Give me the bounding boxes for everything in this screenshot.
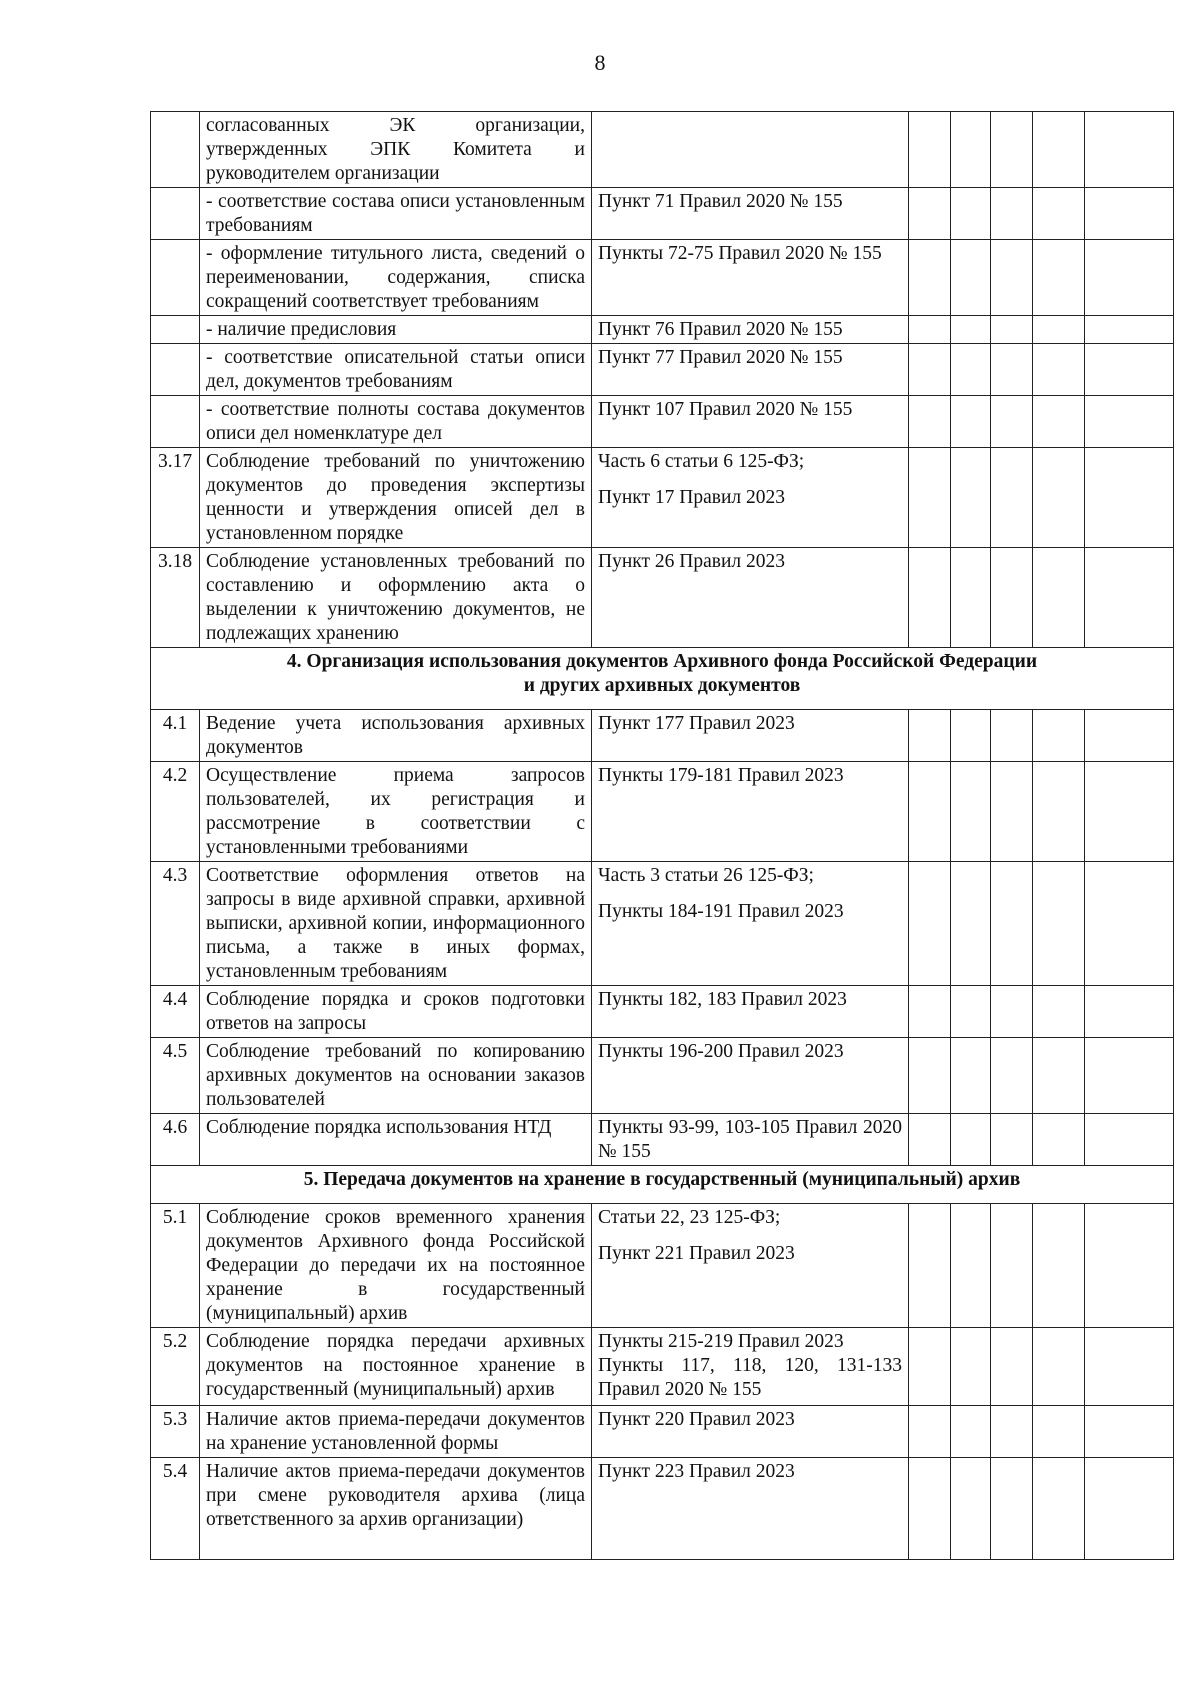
answer-cell [951, 762, 991, 862]
answer-cell [909, 240, 951, 316]
answer-cell [909, 710, 951, 762]
answer-cell [1085, 762, 1174, 862]
item-requirement: Соблюдение порядка передачи архивных документов на постоянное хранение в государственный (муниципальный) архив [200, 1328, 592, 1406]
item-legal-reference [592, 1328, 909, 1406]
item-requirement: Соблюдение требований по уничтожению документов до проведения экспертизы ценности и утверждения описей дел в установленном порядке [200, 448, 592, 548]
answer-cell [909, 548, 951, 648]
answer-cell [909, 448, 951, 548]
answer-cell [909, 1038, 951, 1114]
item-legal-reference [592, 344, 909, 396]
table-row [151, 548, 1174, 648]
reference-line: Пункт 77 Правил 2020 № 155 [598, 347, 843, 368]
table-row [151, 396, 1174, 448]
item-legal-reference [592, 762, 909, 862]
table-row [151, 986, 1174, 1038]
answer-cell [1033, 986, 1085, 1038]
answer-cell [1033, 1458, 1085, 1560]
item-legal-reference [592, 240, 909, 316]
item-requirement: Соблюдение сроков временного хранения документов Архивного фонда Российской Федерации до передачи их на постоянное хранение в государственный (муниципальный) архив [200, 1204, 592, 1328]
item-number: 5.3 [151, 1406, 200, 1458]
answer-cell [951, 1328, 991, 1406]
reference-line: Пункт 107 Правил 2020 № 155 [598, 399, 853, 420]
answer-cell [951, 986, 991, 1038]
item-requirement: - соответствие состава описи установленным требованиям [200, 188, 592, 240]
answer-cell [951, 1204, 991, 1328]
item-number [151, 396, 200, 448]
answer-cell [991, 448, 1033, 548]
item-legal-reference [592, 1406, 909, 1458]
table-row [151, 448, 1174, 548]
answer-cell [951, 448, 991, 548]
answer-cell [951, 396, 991, 448]
answer-cell [909, 1114, 951, 1166]
item-requirement: Ведение учета использования архивных документов [200, 710, 592, 762]
reference-line: Пункт 76 Правил 2020 № 155 [598, 319, 843, 340]
answer-cell [951, 1114, 991, 1166]
reference-line: Пункты 93-99, 103-105 Правил 2020 № 155 [598, 1117, 902, 1162]
answer-cell [1085, 448, 1174, 548]
answer-cell [991, 862, 1033, 986]
table-row [151, 316, 1174, 344]
answer-cell [909, 396, 951, 448]
answer-cell [909, 344, 951, 396]
reference-line: Пункты 117, 118, 120, 131-133 Правил 2020 № 155 [598, 1355, 902, 1400]
item-number: 4.4 [151, 986, 200, 1038]
answer-cell [991, 710, 1033, 762]
answer-cell [951, 112, 991, 188]
reference-line: Пункт 17 Правил 2023 [598, 487, 785, 508]
answer-cell [909, 188, 951, 240]
answer-cell [1085, 316, 1174, 344]
reference-line: Пункты 196-200 Правил 2023 [598, 1041, 844, 1062]
answer-cell [1085, 548, 1174, 648]
item-requirement: - соответствие полноты состава документов описи дел номенклатуре дел [200, 396, 592, 448]
item-legal-reference [592, 1204, 909, 1328]
table-row [151, 112, 1174, 188]
item-requirement: Соблюдение требований по копированию архивных документов на основании заказов пользователей [200, 1038, 592, 1114]
reference-line: Пункты 184-191 Правил 2023 [598, 901, 844, 922]
table-row [151, 1406, 1174, 1458]
reference-line: Пункт 177 Правил 2023 [598, 713, 795, 734]
reference-line: Часть 6 статьи 6 125-ФЗ; [598, 451, 805, 472]
answer-cell [991, 762, 1033, 862]
answer-cell [909, 986, 951, 1038]
table-row [151, 1458, 1174, 1560]
reference-line: Пункты 215-219 Правил 2023 [598, 1331, 844, 1352]
item-requirement: Соблюдение порядка использования НТД [200, 1114, 592, 1166]
answer-cell [1085, 240, 1174, 316]
checklist-table [150, 111, 1174, 1560]
answer-cell [909, 112, 951, 188]
item-legal-reference [592, 1038, 909, 1114]
page-number: 8 [594, 50, 606, 75]
reference-line: Пункты 179-181 Правил 2023 [598, 765, 844, 786]
item-number: 5.2 [151, 1328, 200, 1406]
answer-cell [1033, 240, 1085, 316]
item-legal-reference [592, 1114, 909, 1166]
reference-line: Пункт 223 Правил 2023 [598, 1461, 795, 1482]
reference-line: Часть 3 статьи 26 125-ФЗ; [598, 865, 814, 886]
item-legal-reference [592, 316, 909, 344]
section-heading-line: 5. Передача документов на хранение в государственный (муниципальный) архив [303, 1169, 1021, 1190]
item-number: 4.1 [151, 710, 200, 762]
item-number: 3.18 [151, 548, 200, 648]
reference-line: Пункты 72-75 Правил 2020 № 155 [598, 243, 882, 264]
answer-cell [909, 762, 951, 862]
item-requirement: Наличие актов приема-передачи документов на хранение установленной формы [200, 1406, 592, 1458]
item-requirement: Соблюдение порядка и сроков подготовки ответов на запросы [200, 986, 592, 1038]
table-row [151, 1204, 1174, 1328]
table-row [151, 344, 1174, 396]
item-requirement: Наличие актов приема-передачи документов при смене руководителя архива (лица ответственного за архив организации) [200, 1458, 592, 1560]
reference-line: Пункт 221 Правил 2023 [598, 1243, 795, 1264]
answer-cell [1085, 1204, 1174, 1328]
item-number: 5.4 [151, 1458, 200, 1560]
answer-cell [991, 1114, 1033, 1166]
answer-cell [1033, 448, 1085, 548]
answer-cell [1033, 396, 1085, 448]
answer-cell [1033, 112, 1085, 188]
item-number [151, 188, 200, 240]
answer-cell [1085, 1458, 1174, 1560]
item-number: 4.2 [151, 762, 200, 862]
answer-cell [1085, 1038, 1174, 1114]
answer-cell [1033, 710, 1085, 762]
answer-cell [909, 316, 951, 344]
answer-cell [1085, 112, 1174, 188]
answer-cell [991, 188, 1033, 240]
item-legal-reference [592, 396, 909, 448]
item-legal-reference [592, 112, 909, 188]
answer-cell [991, 316, 1033, 344]
section-heading [151, 1166, 1174, 1204]
answer-cell [991, 548, 1033, 648]
item-legal-reference [592, 188, 909, 240]
answer-cell [1085, 1406, 1174, 1458]
answer-cell [1085, 344, 1174, 396]
answer-cell [991, 344, 1033, 396]
answer-cell [991, 986, 1033, 1038]
table-row [151, 1114, 1174, 1166]
answer-cell [1085, 986, 1174, 1038]
answer-cell [951, 1406, 991, 1458]
item-number [151, 316, 200, 344]
answer-cell [1085, 188, 1174, 240]
answer-cell [951, 344, 991, 396]
reference-line: Пункт 220 Правил 2023 [598, 1409, 795, 1430]
answer-cell [991, 1328, 1033, 1406]
section-heading [151, 648, 1174, 710]
table-row [151, 1328, 1174, 1406]
answer-cell [991, 240, 1033, 316]
answer-cell [1033, 1406, 1085, 1458]
answer-cell [1085, 710, 1174, 762]
answer-cell [1085, 396, 1174, 448]
item-requirement: - оформление титульного листа, сведений о переименовании, содержания, списка сокращений соответствует требованиям [200, 240, 592, 316]
item-legal-reference [592, 710, 909, 762]
section-heading-line: и других архивных документов [523, 675, 801, 696]
answer-cell [909, 1458, 951, 1560]
answer-cell [951, 710, 991, 762]
answer-cell [1085, 1328, 1174, 1406]
table-row [151, 762, 1174, 862]
item-legal-reference [592, 548, 909, 648]
answer-cell [991, 112, 1033, 188]
answer-cell [991, 1406, 1033, 1458]
reference-line: Пункт 71 Правил 2020 № 155 [598, 191, 843, 212]
item-number: 4.3 [151, 862, 200, 986]
answer-cell [909, 862, 951, 986]
item-requirement: Соответствие оформления ответов на запросы в виде архивной справки, архивной выписки, архивной копии, информационного письма, а также в иных формах, установленным требованиям [200, 862, 592, 986]
table-row [151, 862, 1174, 986]
answer-cell [991, 396, 1033, 448]
answer-cell [1033, 1114, 1085, 1166]
item-number: 4.5 [151, 1038, 200, 1114]
answer-cell [909, 1328, 951, 1406]
answer-cell [1085, 1114, 1174, 1166]
answer-cell [991, 1038, 1033, 1114]
item-legal-reference [592, 448, 909, 548]
table-row [151, 710, 1174, 762]
item-legal-reference [592, 1458, 909, 1560]
answer-cell [951, 188, 991, 240]
answer-cell [991, 1204, 1033, 1328]
answer-cell [951, 1038, 991, 1114]
section-heading-row [151, 648, 1174, 710]
answer-cell [1033, 1204, 1085, 1328]
answer-cell [1085, 862, 1174, 986]
answer-cell [951, 240, 991, 316]
item-number [151, 344, 200, 396]
item-number: 4.6 [151, 1114, 200, 1166]
item-number [151, 240, 200, 316]
item-number: 3.17 [151, 448, 200, 548]
item-number [151, 112, 200, 188]
item-requirement: - соответствие описательной статьи описи дел, документов требованиям [200, 344, 592, 396]
answer-cell [1033, 344, 1085, 396]
answer-cell [991, 1458, 1033, 1560]
answer-cell [1033, 762, 1085, 862]
answer-cell [1033, 188, 1085, 240]
item-number: 5.1 [151, 1204, 200, 1328]
item-requirement: Соблюдение установленных требований по составлению и оформлению акта о выделении к уничтожению документов, не подлежащих хранению [200, 548, 592, 648]
answer-cell [909, 1406, 951, 1458]
item-legal-reference [592, 986, 909, 1038]
answer-cell [1033, 1038, 1085, 1114]
reference-line: Пункт 26 Правил 2023 [598, 551, 785, 572]
section-heading-line: 4. Организация использования документов Архивного фонда Российской Федерации [286, 651, 1038, 672]
answer-cell [951, 316, 991, 344]
item-requirement: - наличие предисловия [200, 316, 592, 344]
item-legal-reference [592, 862, 909, 986]
answer-cell [1033, 862, 1085, 986]
answer-cell [951, 862, 991, 986]
reference-line: Пункты 182, 183 Правил 2023 [598, 989, 847, 1010]
answer-cell [909, 1204, 951, 1328]
answer-cell [951, 1458, 991, 1560]
item-requirement: согласованных ЭК организации, утвержденных ЭПК Комитета и руководителем организации [200, 112, 592, 188]
table-row [151, 188, 1174, 240]
answer-cell [951, 548, 991, 648]
answer-cell [1033, 1328, 1085, 1406]
answer-cell [1033, 548, 1085, 648]
item-requirement: Осуществление приема запросов пользователей, их регистрация и рассмотрение в соответствии с установленными требованиями [200, 762, 592, 862]
answer-cell [1033, 316, 1085, 344]
section-heading-row [151, 1166, 1174, 1204]
reference-line: Статьи 22, 23 125-ФЗ; [598, 1207, 781, 1228]
table-row [151, 1038, 1174, 1114]
table-row [151, 240, 1174, 316]
